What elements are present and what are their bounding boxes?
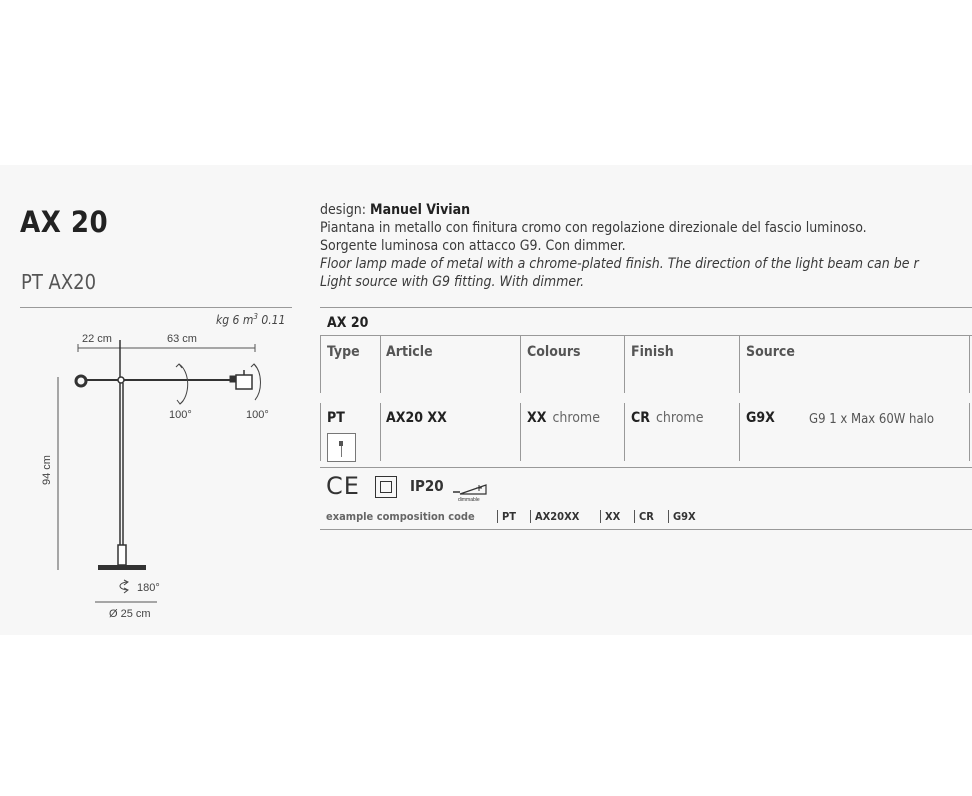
dimmable-label: dimmable — [458, 497, 480, 503]
example-part: CR — [634, 510, 654, 523]
dim-arm-long: 63 cm — [167, 333, 197, 345]
cell-type: PT — [327, 410, 345, 426]
example-rule — [320, 529, 972, 530]
design-label: design: — [320, 202, 367, 218]
col-divider — [320, 403, 321, 461]
col-divider — [739, 403, 740, 461]
header-article: Article — [386, 344, 433, 360]
col-divider — [380, 403, 381, 461]
weight-value: kg 6 — [216, 313, 240, 327]
ip-rating: IP20 — [410, 477, 444, 495]
header-source: Source — [746, 344, 795, 360]
col-divider — [520, 403, 521, 461]
divider — [20, 307, 292, 308]
rotate-base-icon — [120, 580, 128, 593]
col-divider — [320, 336, 321, 393]
volume-value: 0.11 — [261, 313, 286, 327]
product-title: AX 20 — [20, 205, 109, 239]
example-part: AX20XX — [530, 510, 579, 523]
col-divider — [624, 403, 625, 461]
class-ii-icon — [375, 476, 397, 498]
description-it-1: Piantana in metallo con finitura cromo con regolazione direzionale del fascio luminoso. — [320, 220, 867, 236]
product-code: PT AX20 — [21, 270, 97, 294]
rotation-head: 100° — [246, 409, 269, 421]
col-divider — [520, 336, 521, 393]
lamp-base-icon — [98, 565, 146, 570]
rotation-arm: 100° — [169, 409, 192, 421]
cell-finish: CR chrome — [631, 410, 704, 426]
cell-article: AX20 XX — [386, 410, 447, 426]
example-label: example composition code — [326, 510, 475, 523]
dim-arm-short: 22 cm — [82, 333, 112, 345]
col-divider — [380, 336, 381, 393]
lamp-body — [76, 340, 252, 565]
cell-source-code: G9X — [746, 410, 775, 426]
col-divider — [969, 403, 970, 461]
description-en-2: Light source with G9 fitting. With dimmer. — [320, 274, 585, 290]
description — [320, 201, 972, 291]
lamp-head-icon — [236, 375, 252, 389]
cell-colour: XX chrome — [527, 410, 600, 426]
description-it-2: Sorgente luminosa con attacco G9. Con dimmer. — [320, 238, 626, 254]
table-top-rule — [320, 307, 972, 308]
dim-base: Ø 25 cm — [109, 608, 151, 620]
lamp-drawing — [0, 325, 300, 630]
rotation-base: 180° — [137, 582, 160, 594]
volume-unit: m — [242, 313, 254, 327]
header-colours: Colours — [527, 344, 581, 360]
description-en-1: Floor lamp made of metal with a chrome-plated finish. The direction of the light beam can be r — [320, 256, 919, 272]
ce-mark-icon: CE — [326, 472, 360, 500]
example-part: PT — [497, 510, 516, 523]
dim-height: 94 cm — [41, 455, 53, 485]
table-header-rule — [320, 335, 972, 336]
table-model: AX 20 — [327, 315, 369, 331]
col-divider — [969, 336, 970, 393]
table-bottom-rule — [320, 467, 972, 468]
counterweight-icon — [76, 376, 86, 386]
volume-unit-exponent: 3 — [253, 312, 258, 321]
cell-source-desc: G9 1 x Max 60W halo — [809, 412, 935, 427]
dimmable-icon — [452, 478, 488, 506]
example-part: G9X — [668, 510, 696, 523]
col-divider — [624, 336, 625, 393]
header-finish: Finish — [631, 344, 674, 360]
designer-name: Manuel Vivian — [370, 202, 471, 218]
design-credit — [320, 201, 972, 219]
example-part: XX — [600, 510, 620, 523]
header-type: Type — [327, 344, 360, 360]
floor-lamp-icon — [327, 433, 356, 462]
col-divider — [739, 336, 740, 393]
